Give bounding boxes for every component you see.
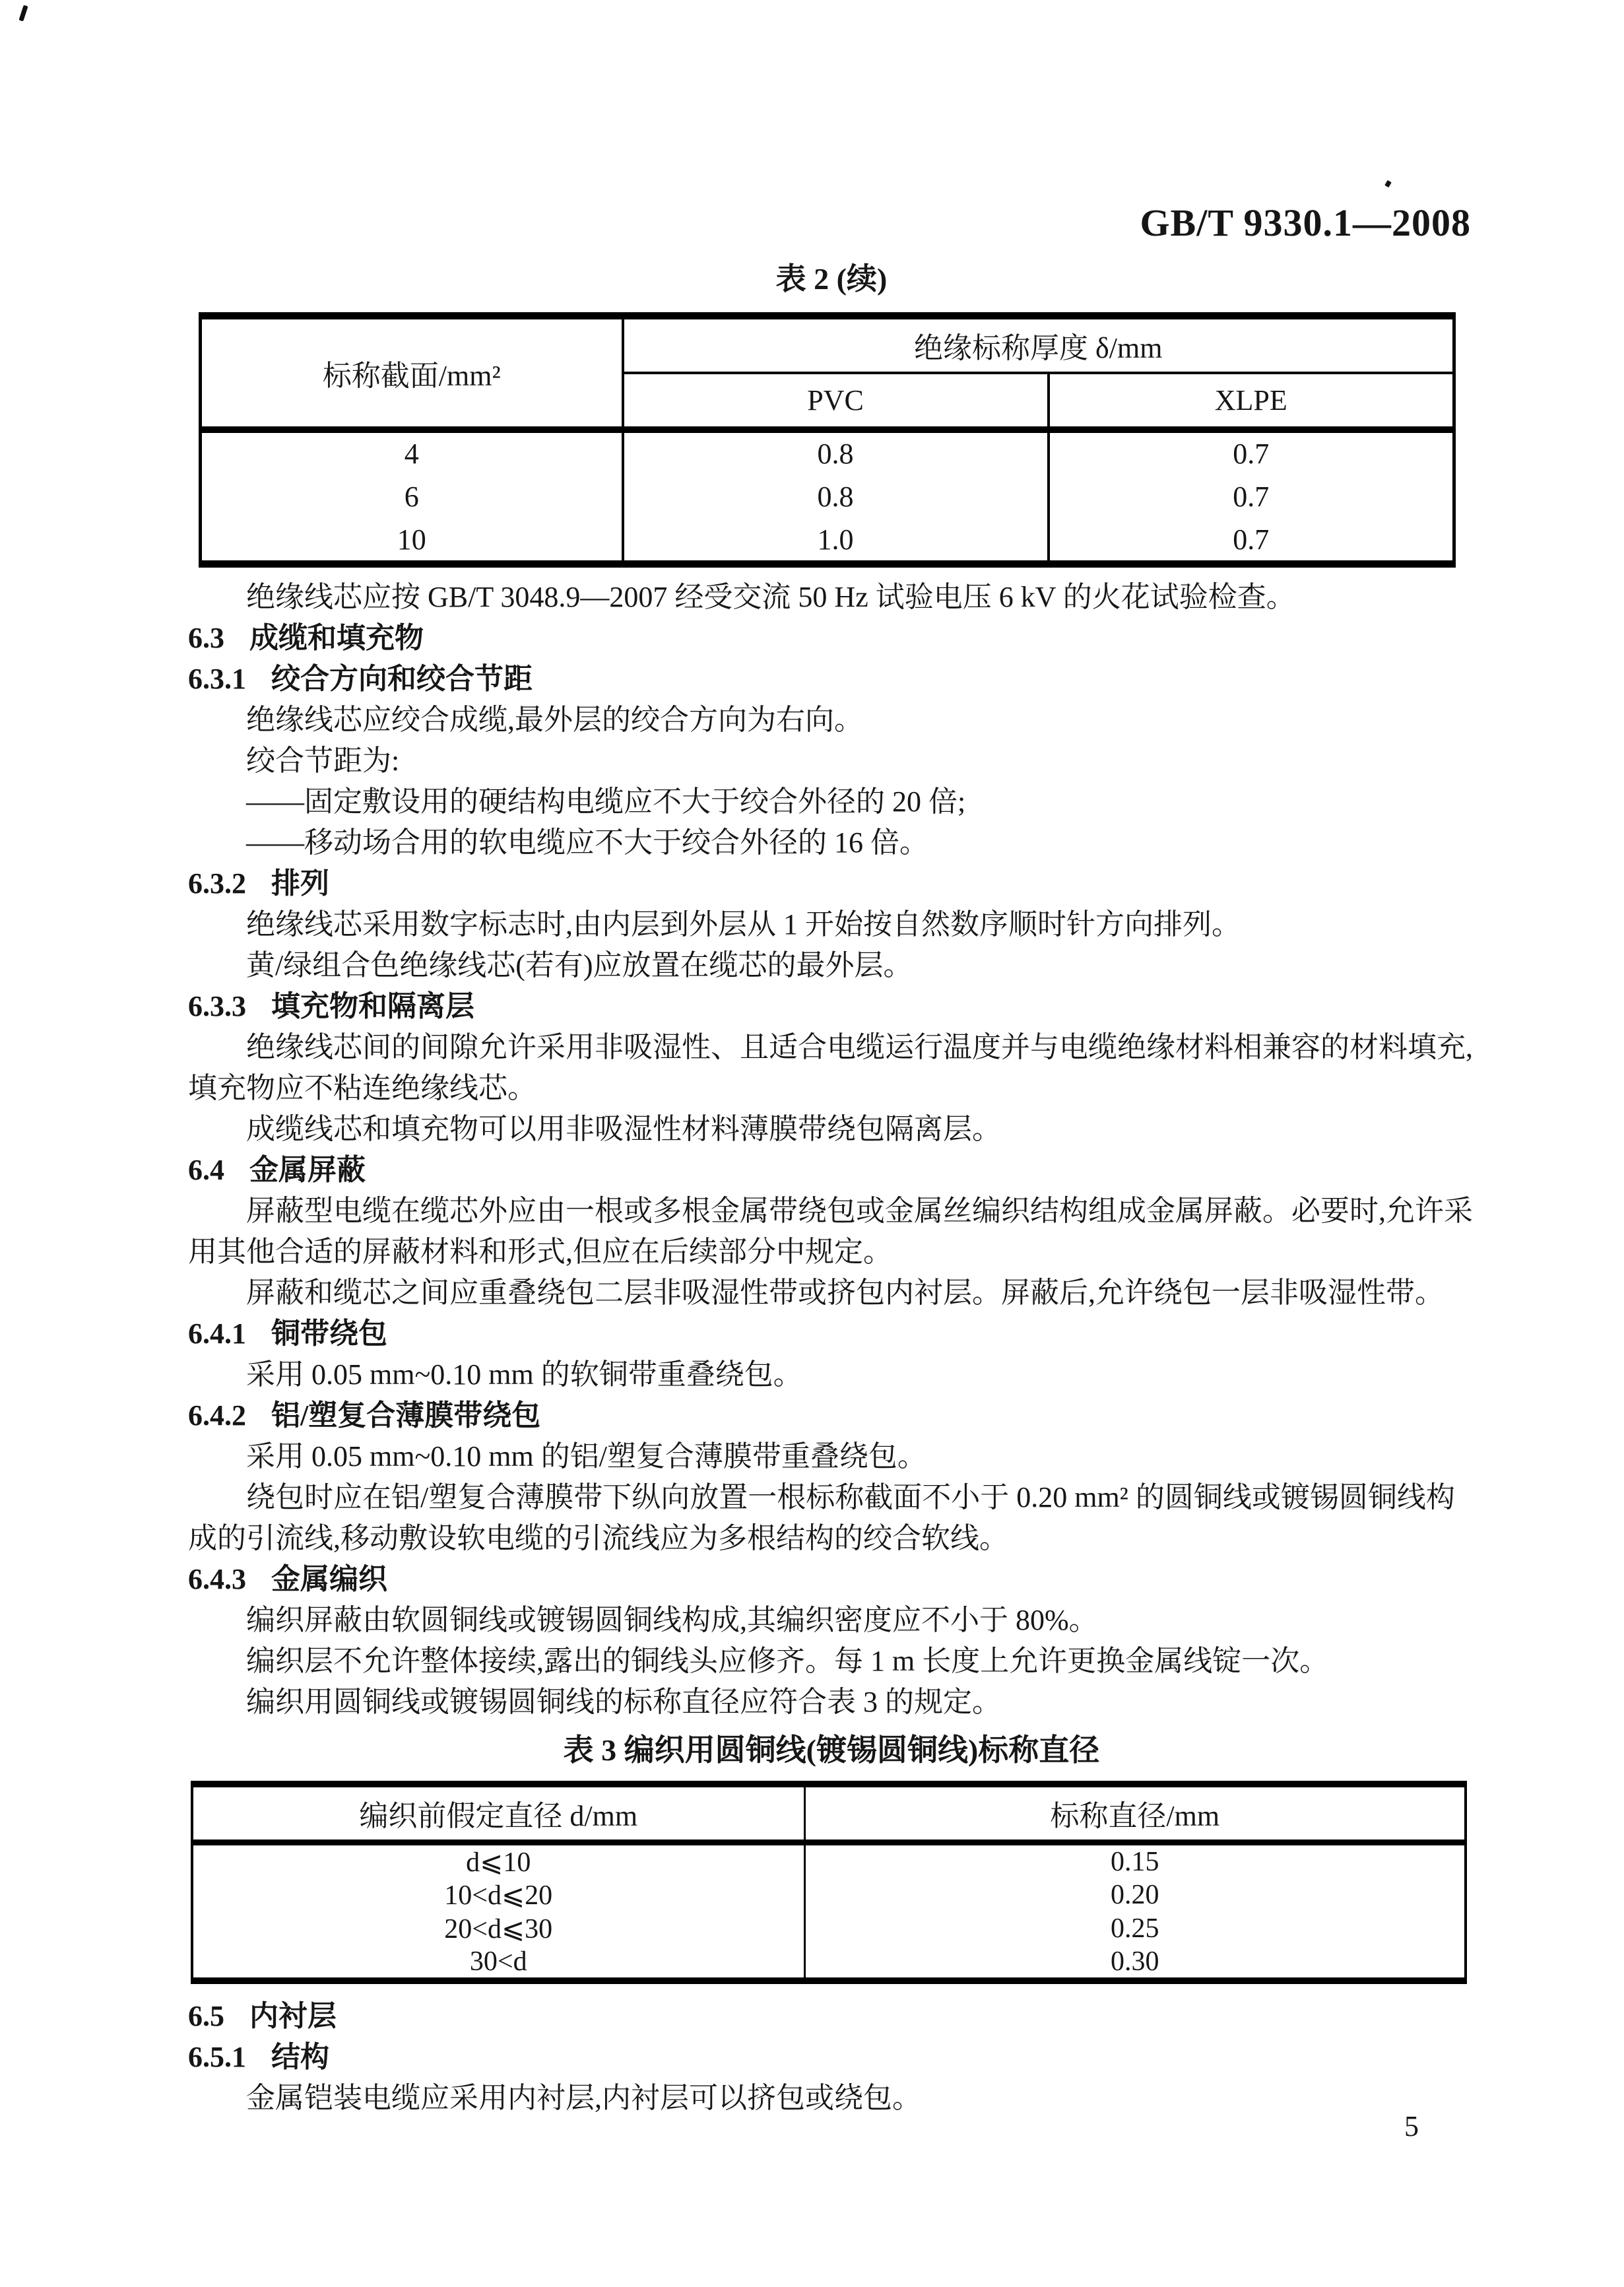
table3-cell-range: 20<d⩽30 — [192, 1912, 804, 1946]
heading-title: 填充物和隔离层 — [271, 990, 474, 1022]
paragraph-braid-density: 编织屏蔽由软圆铜线或镀锡圆铜线构成,其编织密度应不小于 80%。 — [246, 1604, 1098, 1636]
table3-cell-diameter: 0.30 — [1111, 1946, 1159, 1977]
heading-number: 6.5.1 — [188, 2040, 246, 2073]
table3-braid-wire-diameter — [191, 1781, 1467, 1984]
paragraph-al-tape: 采用 0.05 mm~0.10 mm 的铝/塑复合薄膜带重叠绕包。 — [246, 1440, 926, 1473]
table2-caption: 表 2 (续) — [775, 262, 888, 296]
table3-cell-diameter: 0.20 — [1111, 1880, 1159, 1910]
heading-6-4-2 — [188, 1395, 1475, 1436]
table-row — [201, 475, 1454, 519]
paragraph-lay-direction: 绝缘线芯应绞合成缆,最外层的绞合方向为右向。 — [246, 704, 863, 736]
table3-cell-range: d⩽10 — [192, 1842, 804, 1878]
paragraph-yellow-green: 黄/绿组合色绝缘线芯(若有)应放置在缆芯的最外层。 — [246, 949, 913, 981]
heading-title: 金属屏蔽 — [249, 1154, 366, 1186]
heading-number: 6.4.2 — [188, 1399, 246, 1432]
list-item-mobile-cable: ——移动场合用的软电缆应不大于绞合外径的 16 倍。 — [246, 826, 928, 859]
heading-number: 6.4 — [188, 1154, 224, 1186]
heading-title: 结构 — [271, 2040, 329, 2073]
table-row — [192, 1878, 1466, 1912]
page-number: 5 — [1404, 2110, 1419, 2142]
table3-cell-diameter: 0.15 — [1111, 1846, 1159, 1877]
scan-artifact-mark — [18, 5, 28, 22]
standard-number: GB/T 9330.1—2008 — [1140, 201, 1471, 244]
table-row — [192, 1946, 1466, 1981]
paragraph-lay-pitch-intro: 绞合节距为: — [246, 745, 400, 777]
heading-number: 6.5 — [188, 1999, 224, 2032]
heading-number: 6.3.3 — [188, 990, 246, 1022]
heading-6-4-1 — [188, 1313, 1475, 1354]
paragraph-drain-wire: 绕包时应在铝/塑复合薄膜带下纵向放置一根标称截面不小于 0.20 mm² 的圆铜线或镀锡圆铜线构成的引流线,移动敷设软电缆的引流线应为多根结构的绞合软线。 — [188, 1481, 1455, 1554]
heading-6-4-3 — [188, 1559, 1475, 1600]
table3-col1-header: 编织前假定直径 d/mm — [192, 1784, 804, 1842]
table3-cell-diameter: 0.25 — [1111, 1913, 1159, 1944]
page-content — [188, 0, 1475, 2119]
heading-title: 成缆和填充物 — [249, 622, 424, 654]
table2-cell-pvc: 1.0 — [623, 519, 1049, 564]
table2-header-row-1 — [201, 316, 1454, 373]
table3-cell-range: 10<d⩽20 — [192, 1878, 804, 1912]
table2-cell-section: 10 — [201, 519, 623, 564]
heading-number: 6.4.1 — [188, 1317, 246, 1350]
table-row — [201, 519, 1454, 564]
table-row — [192, 1912, 1466, 1946]
heading-6-4 — [188, 1150, 1475, 1191]
paragraph-inner-sheath: 金属铠装电缆应采用内衬层,内衬层可以挤包或绕包。 — [246, 2081, 921, 2114]
heading-title: 内衬层 — [249, 1999, 337, 2032]
table3-caption: 表 3 编织用圆铜线(镀锡圆铜线)标称直径 — [563, 1733, 1100, 1767]
table2-cell-xlpe: 0.7 — [1233, 523, 1270, 556]
heading-title: 绞合方向和绞合节距 — [271, 663, 533, 695]
table-row — [201, 430, 1454, 475]
table2-insulation-thickness — [199, 312, 1456, 568]
paragraph-braid-joint: 编织层不允许整体接续,露出的铜线头应修齐。每 1 m 长度上允许更换金属线锭一次。 — [246, 1645, 1329, 1677]
paragraph-separator-layer: 成缆线芯和填充物可以用非吸湿性材料薄膜带绕包隔离层。 — [246, 1113, 1001, 1145]
table2-cell-section: 4 — [201, 430, 623, 475]
list-item-fixed-cable: ——固定敷设用的硬结构电缆应不大于绞合外径的 20 倍; — [246, 785, 966, 818]
heading-title: 铜带绕包 — [271, 1317, 387, 1350]
heading-title: 金属编织 — [271, 1563, 387, 1595]
table3-col2-header: 标称直径/mm — [804, 1784, 1466, 1842]
table2-col1-header: 标称截面/mm² — [201, 316, 623, 430]
heading-6-5-1 — [188, 2037, 1475, 2078]
table2-group-header: 绝缘标称厚度 δ/mm — [623, 316, 1454, 373]
body-text — [188, 577, 1475, 2119]
heading-title: 铝/塑复合薄膜带绕包 — [271, 1399, 541, 1432]
table2-subheader-xlpe: XLPE — [1214, 383, 1287, 416]
paragraph-spark-test: 绝缘线芯应按 GB/T 3048.9—2007 经受交流 50 Hz 试验电压 6 kV 的火花试验检查。 — [246, 581, 1295, 613]
heading-6-3-3 — [188, 986, 1475, 1027]
heading-number: 6.3.2 — [188, 867, 246, 900]
heading-number: 6.3 — [188, 622, 224, 654]
table2-cell-pvc: 0.8 — [623, 430, 1049, 475]
paragraph-braid-diameter: 编织用圆铜线或镀锡圆铜线的标称直径应符合表 3 的规定。 — [246, 1686, 1001, 1718]
table3-header-row — [192, 1784, 1466, 1842]
heading-6-3-2 — [188, 863, 1475, 904]
heading-6-3 — [188, 618, 1475, 659]
heading-title: 排列 — [271, 867, 329, 900]
table-row — [192, 1842, 1466, 1878]
table2-cell-xlpe: 0.7 — [1233, 437, 1270, 470]
paragraph-shield-general: 屏蔽型电缆在缆芯外应由一根或多根金属带绕包或金属丝编织结构组成金属屏蔽。必要时,允许采用其他合适的屏蔽材料和形式,但应在后续部分中规定。 — [188, 1195, 1473, 1268]
paragraph-shield-wrap: 屏蔽和缆芯之间应重叠绕包二层非吸湿性带或挤包内衬层。屏蔽后,允许绕包一层非吸湿性带。 — [246, 1276, 1444, 1309]
table2-cell-xlpe: 0.7 — [1233, 481, 1270, 513]
table2-subheader-pvc: PVC — [623, 373, 1049, 430]
table2-cell-pvc: 0.8 — [623, 475, 1049, 519]
heading-6-3-1 — [188, 659, 1475, 700]
table2-cell-section: 6 — [201, 475, 623, 519]
heading-number: 6.3.1 — [188, 663, 246, 695]
table3-cell-range: 30<d — [192, 1946, 804, 1981]
heading-number: 6.4.3 — [188, 1563, 246, 1595]
paragraph-filler: 绝缘线芯间的间隙允许采用非吸湿性、且适合电缆运行温度并与电缆绝缘材料相兼容的材料填充,填充物应不粘连绝缘线芯。 — [188, 1031, 1473, 1104]
paragraph-numbering: 绝缘线芯采用数字标志时,由内层到外层从 1 开始按自然数序顺时针方向排列。 — [246, 908, 1241, 941]
heading-6-5 — [188, 1996, 1475, 2037]
paragraph-copper-tape: 采用 0.05 mm~0.10 mm 的软铜带重叠绕包。 — [246, 1358, 802, 1391]
